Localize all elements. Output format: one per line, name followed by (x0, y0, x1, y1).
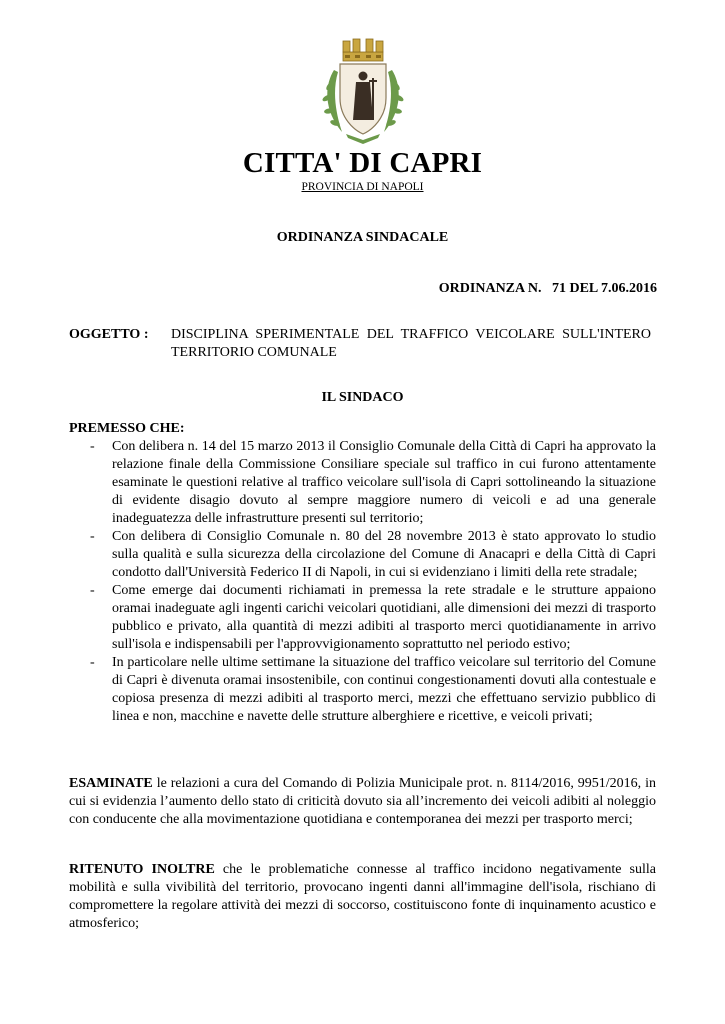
subject-text: DISCIPLINA SPERIMENTALE DEL TRAFFICO VEICOLARE SULL'INTERO TERRITORIO COMUNALE (171, 327, 651, 360)
ordinance-heading: ORDINANZA SINDACALE (276, 230, 449, 245)
coat-of-arms-icon (316, 36, 410, 146)
premise-label: PREMESSO CHE: (69, 421, 185, 436)
dash-bullet: - (90, 439, 95, 454)
dash-bullet: - (90, 655, 95, 670)
esaminate-label: ESAMINATE (69, 776, 153, 791)
premise-text: Con delibera di Consiglio Comunale n. 80 del 28 novembre 2013 è stato approvato lo studio sulla qualità e sulla sicurezza della circolazione del Comune di Anacapri e della Città di Capri condotto dall'Università Federico II di Napoli, in cui si evidenziano i limiti della rete stradale; (112, 529, 656, 580)
list-item (69, 438, 656, 528)
mayor-heading: IL SINDACO (321, 390, 404, 405)
dash-bullet: - (90, 583, 95, 598)
ordinance-number: ORDINANZA N. 71 DEL 7.06.2016 (438, 281, 657, 296)
dash-bullet: - (90, 529, 95, 544)
subject-label: OGGETTO : (69, 327, 149, 342)
province-subtitle: PROVINCIA DI NAPOLI (301, 181, 424, 193)
ritenuto-paragraph (69, 861, 656, 933)
list-item (69, 654, 656, 726)
premise-text: Con delibera n. 14 del 15 marzo 2013 il Consiglio Comunale della Città di Capri ha approvato la relazione finale della Commissione Consiliare speciale sul traffico in cui furono attentamente esaminate le questioni relative al traffico veicolare sull'isola di Capri sottolineando la situazione di evidente disagio dovuto al sempre maggiore numero di veicoli e ad una generale inadeguatezza delle infrastrutture presenti sul territorio; (112, 439, 656, 526)
ritenuto-text: che le problematiche connesse al traffico incidono negativamente sulla mobilità e sulla vivibilità del territorio, provocano ingenti danni all'immagine dell'isola, rischiano di compromettere la regolare attività dei mezzi di soccorso, costituiscono fonte di inquinamento acustico e atmosferico; (69, 862, 656, 931)
list-item (69, 528, 656, 582)
premise-list (69, 438, 656, 726)
crown-icon (343, 39, 383, 61)
list-item (69, 582, 656, 654)
city-title: CITTA' DI CAPRI (242, 147, 483, 179)
esaminate-text: le relazioni a cura del Comando di Polizia Municipale prot. n. 8114/2016, 9951/2016, in cui si evidenzia l’aumento dello stato di criticità dovuto sia all’incremento dei veicoli adibiti al noleggio con conducente che alla movimentazione quotidiana e contemporanea dei mezzi per trasporto merci; (69, 776, 656, 827)
premise-text: Come emerge dai documenti richiamati in premessa la rete stradale e le strutture appaiono oramai inadeguate agli ingenti carichi veicolari quotidiani, alle dimensioni dei mezzi di trasporto pubblico e privato, alla quantità di mezzi adibiti al trasporto merci quotidianamente in arrivo sull'isola e indispensabili per l'approvvigionamento soprattutto nel periodo estivo; (112, 583, 656, 652)
esaminate-paragraph (69, 775, 656, 829)
premise-text: In particolare nelle ultime settimane la situazione del traffico veicolare sul territorio del Comune di Capri è divenuta oramai insostenibile, con continui congestionamenti dovuti alla contestuale e copiosa presenza di mezzi adibiti al trasporto merci, mezzi che effettuano servizio pubblico di linea e non, macchine e navette delle strutture alberghiere e ricettive, e veicoli privati; (112, 655, 656, 724)
ritenuto-label: RITENUTO INOLTRE (69, 862, 215, 877)
